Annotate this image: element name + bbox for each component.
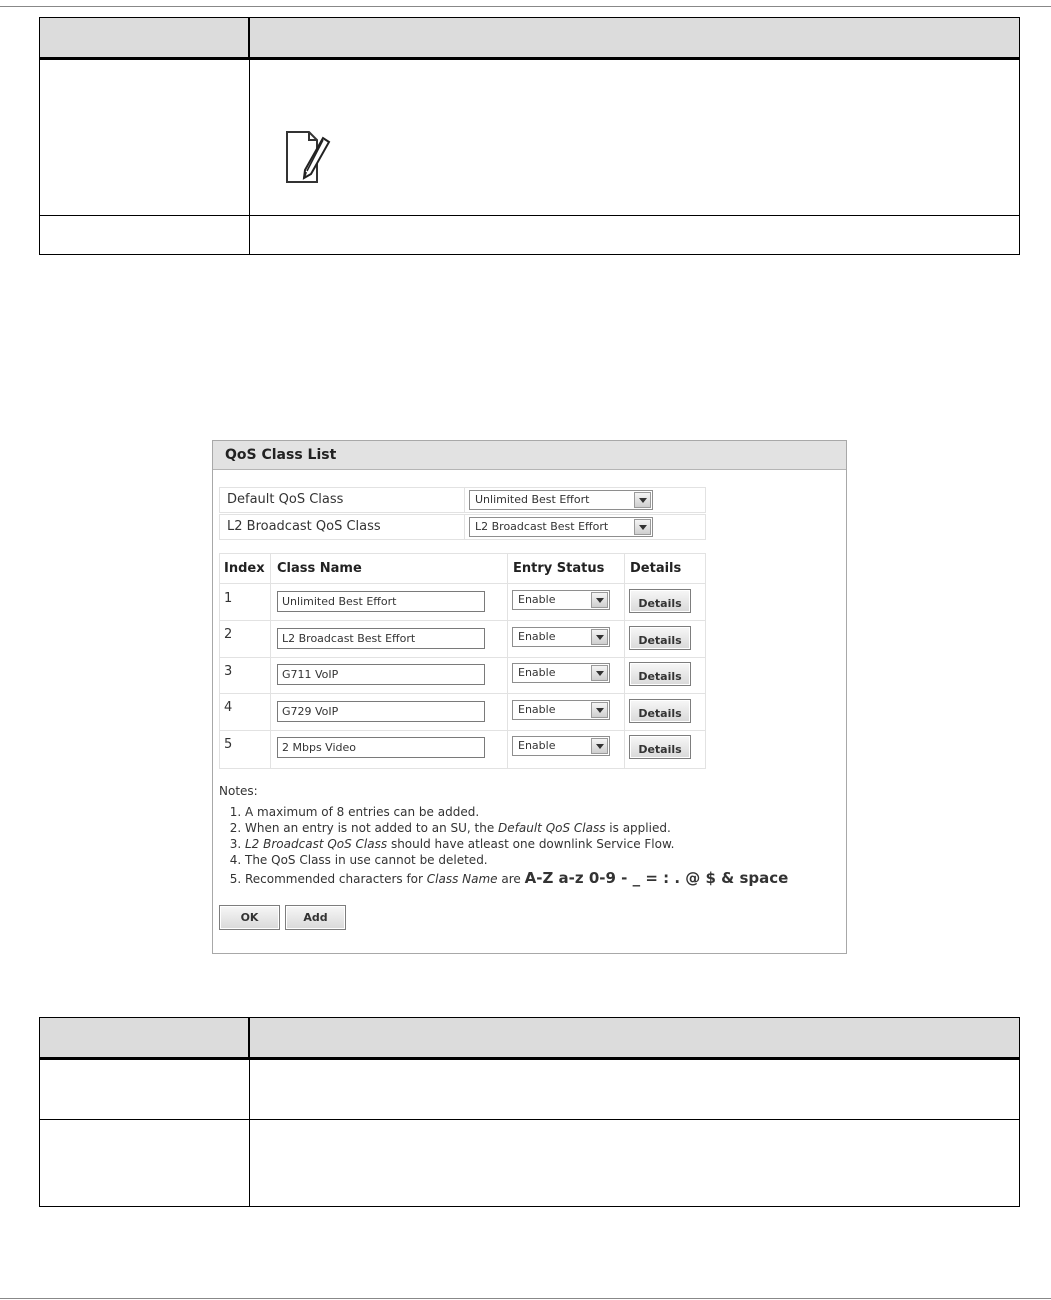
class-name-input[interactable]: G729 VoIP	[277, 701, 485, 722]
column-header-details: Details	[630, 561, 682, 576]
note-item: 3. L2 Broadcast QoS Class should have atleast one downlink Service Flow.	[245, 836, 788, 852]
details-button[interactable]: Details	[629, 699, 691, 723]
details-button[interactable]: Details	[629, 662, 691, 686]
ok-button[interactable]: OK	[219, 905, 280, 930]
class-name-input[interactable]: 2 Mbps Video	[277, 737, 485, 758]
notes-title: Notes:	[219, 784, 258, 798]
note-item: 2. When an entry is not added to an SU, the Default QoS Class is applied.	[245, 820, 788, 836]
class-name-input[interactable]: Unlimited Best Effort	[277, 591, 485, 612]
doc-table-header	[40, 18, 1019, 59]
bottom-rule	[0, 1298, 1051, 1299]
entry-status-select[interactable]: Enable	[512, 627, 610, 647]
qos-class-list-panel	[212, 440, 847, 954]
chevron-down-icon	[591, 702, 608, 718]
add-button[interactable]: Add	[285, 905, 346, 930]
default-qos-label: Default QoS Class	[227, 492, 344, 507]
class-name-input[interactable]: G711 VoIP	[277, 664, 485, 685]
column-header-class-name: Class Name	[277, 561, 362, 576]
note-item: 4. The QoS Class in use cannot be deleted.	[245, 852, 788, 868]
column-header-entry-status: Entry Status	[513, 561, 605, 576]
chevron-down-icon	[634, 519, 651, 535]
details-button[interactable]: Details	[629, 626, 691, 650]
details-button[interactable]: Details	[629, 589, 691, 613]
chevron-down-icon	[591, 665, 608, 681]
entry-status-select[interactable]: Enable	[512, 700, 610, 720]
row-index: 4	[224, 700, 233, 715]
default-qos-row	[219, 487, 706, 513]
chevron-down-icon	[634, 492, 651, 508]
doc-table-row	[40, 59, 1019, 215]
note-item: 5. Recommended characters for Class Name are A-Z a-z 0-9 - _ = : . @ $ & space	[245, 870, 788, 887]
row-index: 2	[224, 627, 233, 642]
chevron-down-icon	[591, 738, 608, 754]
l2-qos-label: L2 Broadcast QoS Class	[227, 519, 381, 534]
l2-qos-row	[219, 514, 706, 540]
row-index: 1	[224, 591, 233, 606]
qos-class-table	[219, 553, 706, 769]
chevron-down-icon	[591, 629, 608, 645]
doc-table-row	[40, 1119, 1019, 1206]
l2-qos-select[interactable]: L2 Broadcast Best Effort	[469, 517, 653, 537]
doc-table-row	[40, 215, 1019, 254]
column-header-index: Index	[224, 561, 265, 576]
notes-list	[219, 804, 788, 887]
notes	[219, 784, 788, 887]
top-rule	[0, 6, 1051, 7]
row-index: 3	[224, 664, 233, 679]
class-name-input[interactable]: L2 Broadcast Best Effort	[277, 628, 485, 649]
row-index: 5	[224, 737, 233, 752]
entry-status-select[interactable]: Enable	[512, 590, 610, 610]
note-pencil-icon	[283, 126, 335, 188]
doc-table-row	[40, 1059, 1019, 1119]
note-item: 1. A maximum of 8 entries can be added.	[245, 804, 788, 820]
entry-status-select[interactable]: Enable	[512, 663, 610, 683]
doc-table-top	[39, 17, 1020, 255]
details-button[interactable]: Details	[629, 735, 691, 759]
doc-table-bottom	[39, 1017, 1020, 1207]
doc-table-header	[40, 1018, 1019, 1059]
default-qos-select[interactable]: Unlimited Best Effort	[469, 490, 653, 510]
chevron-down-icon	[591, 592, 608, 608]
entry-status-select[interactable]: Enable	[512, 736, 610, 756]
panel-title: QoS Class List	[213, 441, 846, 470]
